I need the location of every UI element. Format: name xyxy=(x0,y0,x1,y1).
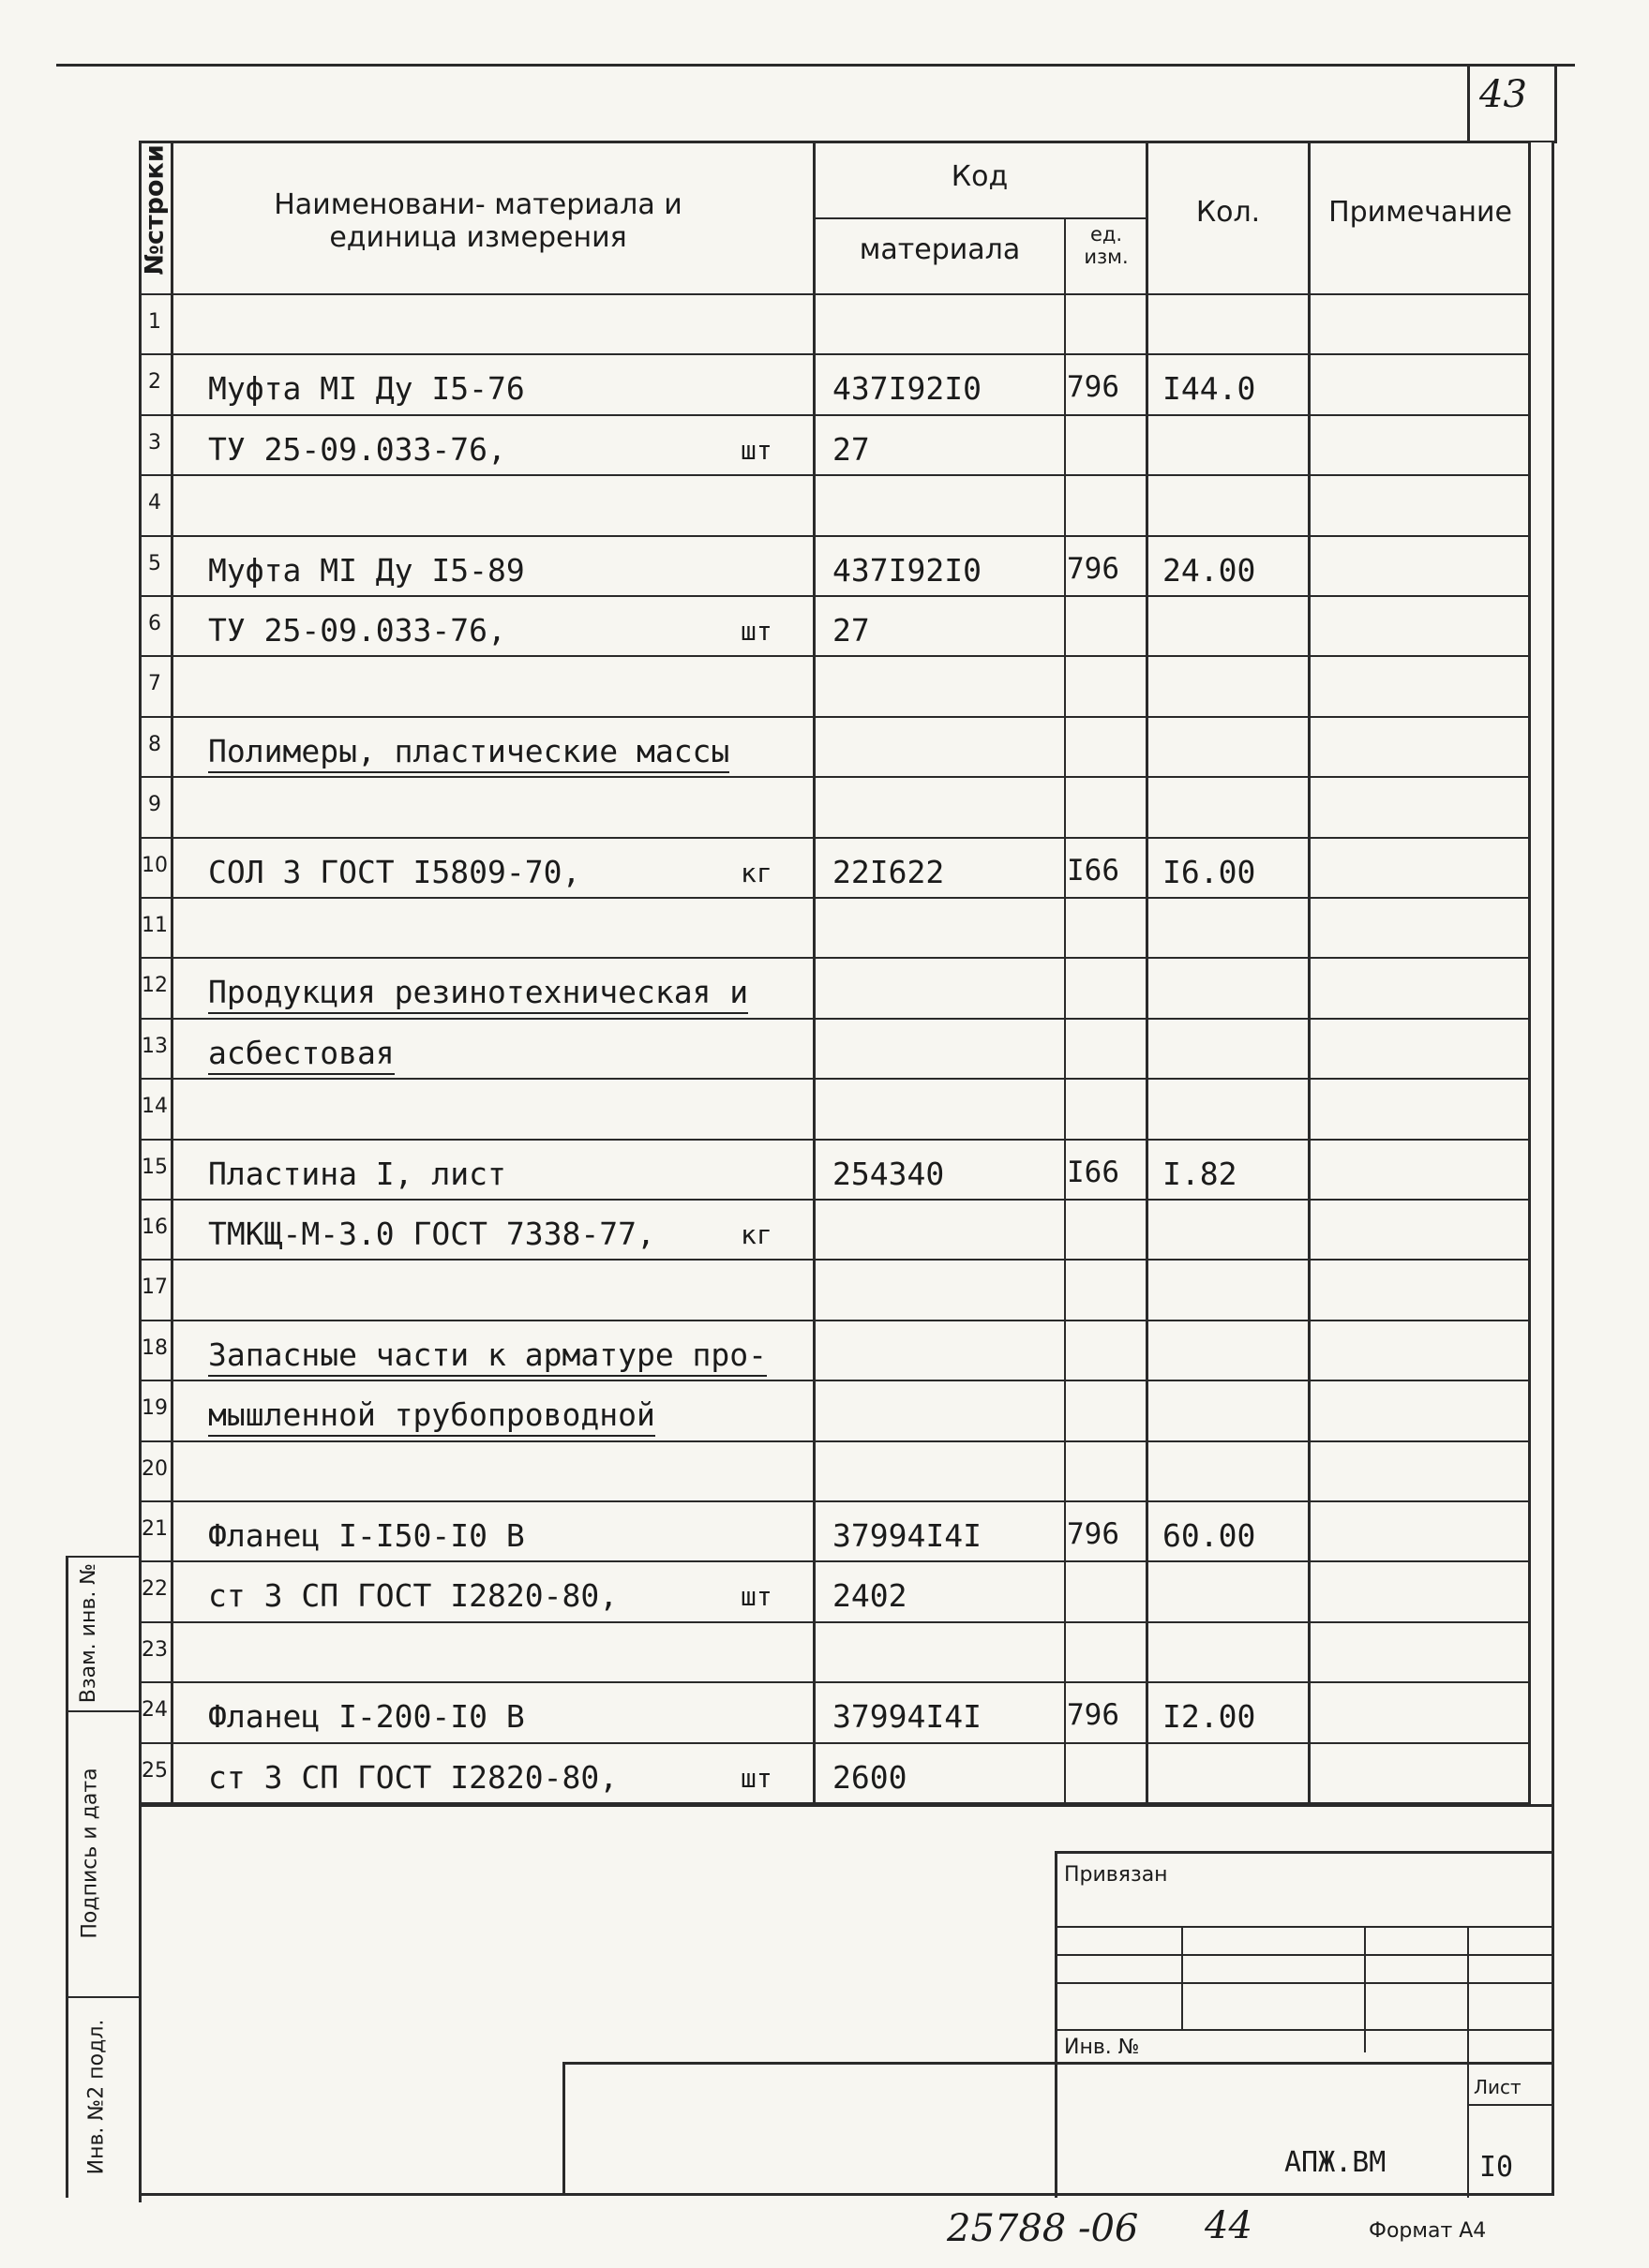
row-divider xyxy=(139,1440,1531,1442)
material-name: ст 3 СП ГОСТ I2820-80, xyxy=(208,1759,619,1796)
row-number: 11 xyxy=(142,914,168,937)
row-number: 25 xyxy=(142,1759,168,1783)
row-divider xyxy=(139,1500,1531,1502)
row-number: 23 xyxy=(142,1638,168,1662)
header-note: Примечание xyxy=(1328,196,1512,229)
row-divider xyxy=(139,716,1531,718)
footer-page: 44 xyxy=(1205,2204,1252,2247)
row-number: 14 xyxy=(142,1095,168,1118)
unit-code: I66 xyxy=(1067,1156,1119,1189)
material-name: асбестовая xyxy=(208,1035,395,1075)
material-name: Продукция резинотехническая и xyxy=(208,974,748,1014)
row-divider xyxy=(139,1681,1531,1683)
material-name: Муфта МI Ду I5-89 xyxy=(208,552,525,589)
row-number: 7 xyxy=(148,672,161,695)
row-divider xyxy=(139,655,1531,657)
side-label-inv-podl: Инв. №2 подл. xyxy=(84,2019,109,2175)
row-number: 21 xyxy=(142,1517,168,1541)
row-number: 1 xyxy=(148,310,161,334)
row-number: 18 xyxy=(142,1336,168,1360)
row-divider xyxy=(139,595,1531,597)
material-code: 27 xyxy=(832,612,870,649)
unit-label: шт xyxy=(741,616,772,647)
row-divider xyxy=(139,474,1531,476)
row-divider xyxy=(139,1621,1531,1623)
quantity: I2.00 xyxy=(1162,1698,1256,1735)
row-number: 4 xyxy=(148,491,161,515)
sheet-number: I0 xyxy=(1479,2151,1514,2184)
row-divider xyxy=(139,1742,1531,1744)
material-code: 254340 xyxy=(832,1156,945,1192)
material-name: Фланец I-200-I0 В xyxy=(208,1698,525,1735)
inv-no-label: Инв. № xyxy=(1064,2036,1140,2059)
row-divider xyxy=(139,1018,1531,1020)
row-number: 2 xyxy=(148,370,161,394)
row-divider xyxy=(139,1320,1531,1321)
row-divider xyxy=(139,353,1531,355)
material-code: 37994I4I xyxy=(832,1698,982,1735)
material-name: СОЛ 3 ГОСТ I5809-70, xyxy=(208,854,581,890)
row-divider xyxy=(139,957,1531,959)
header-material: материала xyxy=(859,233,1021,266)
row-divider xyxy=(139,1560,1531,1562)
unit-code: I66 xyxy=(1067,854,1119,888)
material-name: ТМКЩ-М-3.0 ГОСТ 7338-77, xyxy=(208,1216,655,1252)
row-divider xyxy=(139,776,1531,778)
header-row-number: №строки xyxy=(140,144,170,276)
unit-code: 796 xyxy=(1067,370,1119,404)
material-name: Пластина I, лист xyxy=(208,1156,506,1192)
footer-format: Формат А4 xyxy=(1369,2219,1487,2243)
header-unit-code: ед. изм. xyxy=(1084,223,1129,269)
row-divider xyxy=(139,1259,1531,1261)
row-divider xyxy=(139,837,1531,839)
unit-code: 796 xyxy=(1067,1698,1119,1732)
row-number: 12 xyxy=(142,974,168,997)
row-number: 19 xyxy=(142,1396,168,1420)
row-divider xyxy=(139,414,1531,416)
quantity: 24.00 xyxy=(1162,552,1256,589)
material-code: 22I622 xyxy=(832,854,945,890)
quantity: 60.00 xyxy=(1162,1517,1256,1554)
row-number: 22 xyxy=(142,1577,168,1601)
side-label-podpis-data: Подпись и дата xyxy=(78,1768,102,1939)
row-number: 6 xyxy=(148,612,161,635)
header-qty: Кол. xyxy=(1195,196,1261,229)
row-divider xyxy=(139,1139,1531,1141)
material-code: 437I92I0 xyxy=(832,552,982,589)
unit-label: кг xyxy=(741,858,772,888)
row-number: 20 xyxy=(142,1457,168,1481)
row-number: 15 xyxy=(142,1156,168,1179)
material-name: Фланец I-I50-I0 В xyxy=(208,1517,525,1554)
material-name: мышленной трубопроводной xyxy=(208,1396,655,1437)
footer-doc-number: 25788 -06 xyxy=(947,2207,1139,2250)
row-divider xyxy=(139,1380,1531,1381)
side-label-vzam-inv: Взам. инв. № xyxy=(77,1562,101,1704)
material-code: 2402 xyxy=(832,1577,907,1614)
row-number: 8 xyxy=(148,733,161,756)
header-code: Код xyxy=(951,160,1009,193)
material-name: ст 3 СП ГОСТ I2820-80, xyxy=(208,1577,619,1614)
unit-label: шт xyxy=(741,1581,772,1612)
row-divider xyxy=(139,1078,1531,1080)
unit-code: 796 xyxy=(1067,552,1119,586)
sheet-label: Лист xyxy=(1474,2076,1522,2098)
row-number: 16 xyxy=(142,1216,168,1239)
unit-label: шт xyxy=(741,435,772,466)
row-number: 10 xyxy=(142,854,168,877)
row-number: 3 xyxy=(148,431,161,455)
row-number: 9 xyxy=(148,793,161,816)
quantity: I6.00 xyxy=(1162,854,1256,890)
quantity: I44.0 xyxy=(1162,370,1256,407)
material-name: Муфта МI Ду I5-76 xyxy=(208,370,525,407)
header-name: Наименовани- материала и единица измерения xyxy=(274,188,682,254)
quantity: I.82 xyxy=(1162,1156,1237,1192)
row-divider xyxy=(139,535,1531,537)
row-number: 17 xyxy=(142,1276,168,1299)
page-number: 43 xyxy=(1479,73,1527,116)
material-code: 27 xyxy=(832,431,870,468)
doc-code: АПЖ.ВМ xyxy=(1284,2146,1387,2179)
row-number: 13 xyxy=(142,1035,168,1058)
row-divider xyxy=(139,1199,1531,1201)
unit-code: 796 xyxy=(1067,1517,1119,1551)
privyazan-label: Привязан xyxy=(1064,1863,1168,1887)
material-name: Полимеры, пластические массы xyxy=(208,733,729,773)
unit-label: шт xyxy=(741,1763,772,1794)
row-number: 5 xyxy=(148,552,161,575)
material-code: 37994I4I xyxy=(832,1517,982,1554)
unit-label: кг xyxy=(741,1219,772,1250)
row-number: 24 xyxy=(142,1698,168,1722)
material-name: ТУ 25-09.033-76, xyxy=(208,431,506,468)
material-code: 2600 xyxy=(832,1759,907,1796)
material-name: ТУ 25-09.033-76, xyxy=(208,612,506,649)
row-divider xyxy=(139,293,1531,295)
material-code: 437I92I0 xyxy=(832,370,982,407)
material-name: Запасные части к арматуре про- xyxy=(208,1336,767,1377)
row-divider xyxy=(139,897,1531,899)
